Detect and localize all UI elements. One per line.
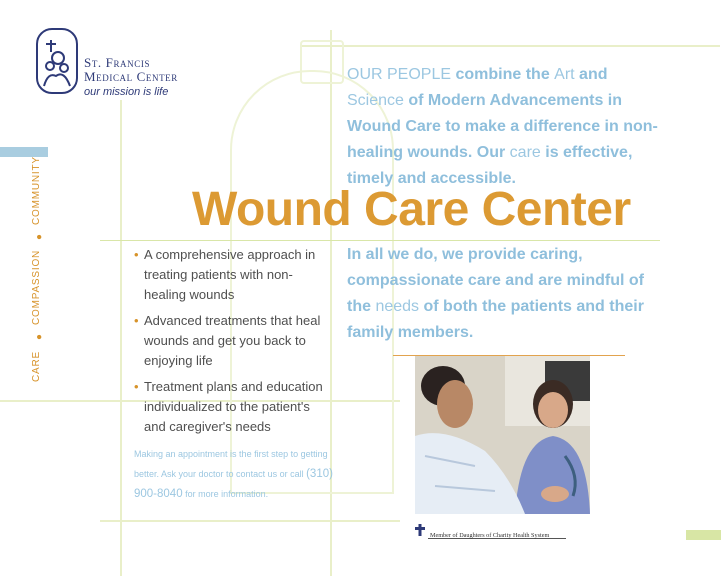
bg-line-vertical-2 bbox=[120, 100, 122, 576]
phone-number[interactable]: (310) 900-8040 bbox=[134, 468, 333, 500]
mission-part-3: of both the patients and their family members. bbox=[347, 298, 644, 341]
mission-paragraph bbox=[347, 242, 647, 346]
list-item bbox=[134, 311, 334, 371]
side-words bbox=[31, 156, 51, 385]
logo-name bbox=[84, 56, 178, 84]
logo-name-line1: St. Francis bbox=[84, 55, 151, 70]
intro-part-1: OUR PEOPLE bbox=[347, 66, 452, 83]
photo-illustration bbox=[415, 356, 590, 514]
services-list bbox=[134, 245, 334, 443]
intro-part-7: care bbox=[509, 144, 541, 161]
intro-paragraph bbox=[347, 62, 667, 192]
intro-part-4: and bbox=[574, 66, 608, 83]
intro-part-2: combine the bbox=[451, 66, 555, 83]
list-item-text: Advanced treatments that heal wounds and get you back to enjoying life bbox=[144, 313, 321, 368]
appointment-note-after: for more information. bbox=[182, 489, 269, 499]
side-dot-2: ● bbox=[34, 233, 45, 240]
side-dot-1: ● bbox=[34, 333, 45, 340]
accent-bar-green bbox=[686, 530, 721, 540]
mission-part-1: In all we do, we provide caring, compassionate care and are mindful of the bbox=[347, 246, 644, 315]
list-item-text: Treatment plans and education individualized to the patient's and caregiver's needs bbox=[144, 379, 323, 434]
logo[interactable] bbox=[36, 28, 206, 98]
intro-part-3: Art bbox=[554, 66, 575, 83]
page-title: Wound Care Center bbox=[192, 183, 631, 236]
side-word-compassion: COMPASSION bbox=[31, 249, 42, 325]
bullet-icon: • bbox=[134, 313, 139, 328]
bg-line-horizontal-1 bbox=[300, 45, 720, 47]
mission-part-2: needs bbox=[375, 298, 420, 315]
bg-cross-shape bbox=[300, 40, 344, 84]
side-word-community: COMMUNITY bbox=[31, 156, 42, 225]
logo-name-line2: Medical Center bbox=[84, 69, 178, 84]
list-item bbox=[134, 377, 334, 437]
appointment-note bbox=[134, 444, 334, 504]
cross-icon bbox=[415, 524, 425, 536]
intro-part-6: of Modern Advancements in Wound Care to make a difference in non-healing wounds. Our bbox=[347, 92, 658, 161]
member-text: Member of Daughters of Charity Health System bbox=[430, 532, 550, 539]
nurse-patient-photo bbox=[415, 356, 590, 514]
appointment-note-before: Making an appointment is the first step to getting better. Ask your doctor to contact us or call bbox=[134, 449, 328, 479]
intro-part-5: Science bbox=[347, 92, 404, 109]
bullet-icon: • bbox=[134, 247, 139, 262]
side-word-care: CARE bbox=[31, 351, 42, 382]
list-item bbox=[134, 245, 334, 305]
list-item-text: A comprehensive approach in treating patients with non- healing wounds bbox=[144, 247, 316, 302]
headline-divider bbox=[100, 240, 660, 241]
logo-emblem-icon bbox=[36, 28, 78, 94]
intro-part-8: is effective, timely and accessible. bbox=[347, 144, 633, 187]
logo-tagline: our mission is life bbox=[84, 86, 169, 98]
bullet-icon: • bbox=[134, 379, 139, 394]
bg-line-horizontal-3 bbox=[100, 520, 400, 522]
